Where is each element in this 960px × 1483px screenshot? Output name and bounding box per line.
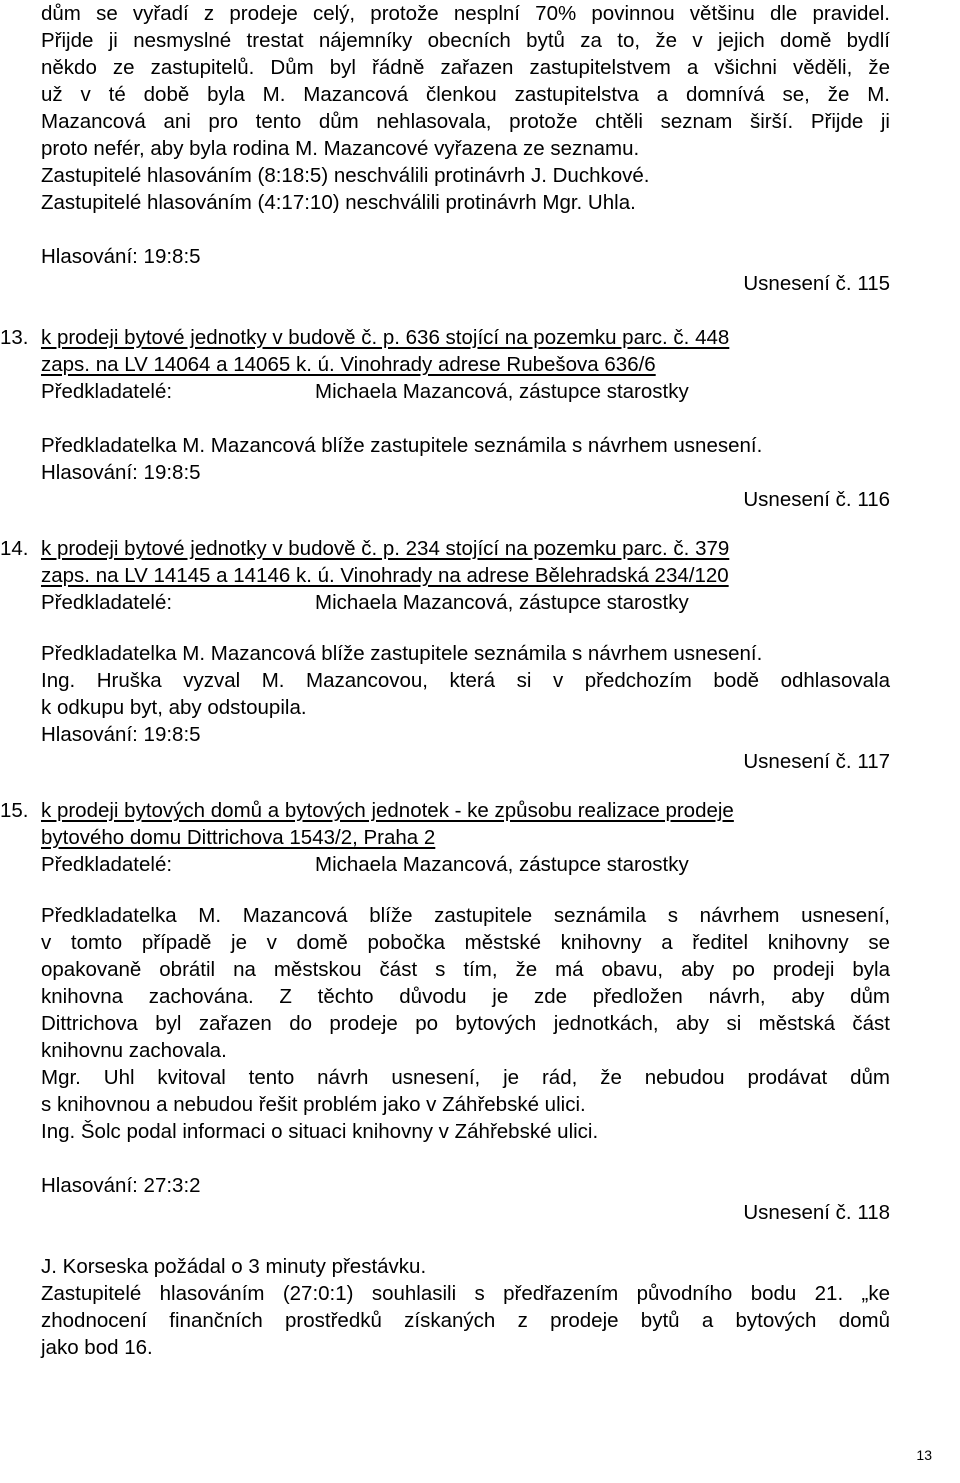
paragraph-line: zhodnocení finančních prostředků získaných z prodeje bytů a bytových domů	[41, 1309, 890, 1332]
paragraph-line: jako bod 16.	[41, 1336, 153, 1359]
item-title: zaps. na LV 14064 a 14065 k. ú. Vinohrady adrese Rubešova 636/6	[41, 353, 656, 376]
paragraph-line: Předkladatelka M. Mazancová blíže zastupitele seznámila s návrhem usnesení,	[41, 904, 890, 927]
paragraph-line: J. Korseska požádal o 3 minuty přestávku.	[41, 1255, 427, 1278]
agenda-item-15	[0, 797, 734, 824]
paragraph-line: knihovnu zachovala.	[41, 1039, 227, 1062]
item-title: zaps. na LV 14145 a 14146 k. ú. Vinohrady na adrese Bělehradská 234/120	[41, 564, 729, 587]
item-title: k prodeji bytových domů a bytových jednotek - ke způsobu realizace prodeje	[41, 799, 734, 822]
paragraph-line: proto nefér, aby byla rodina M. Mazancové vyřazena ze seznamu.	[41, 137, 640, 160]
resolution-number: Usnesení č. 118	[743, 1201, 890, 1224]
presenter-name: Michaela Mazancová, zástupce starostky	[315, 853, 689, 876]
paragraph-line: Zastupitelé hlasováním (4:17:10) neschválili protinávrh Mgr. Uhla.	[41, 191, 636, 214]
page-number: 13	[916, 1447, 932, 1463]
paragraph-line: někdo ze zastupitelů. Dům byl řádně zařazen zastupitelstvem a všichni věděli, že	[41, 56, 890, 79]
paragraph-line: k odkupu byt, aby odstoupila.	[41, 696, 307, 719]
paragraph-line: Ing. Hruška vyzval M. Mazancovou, která si v předchozím bodě odhlasovala	[41, 669, 890, 692]
resolution-number: Usnesení č. 115	[743, 272, 890, 295]
agenda-item-13	[0, 324, 730, 351]
item-number: 15.	[0, 799, 29, 822]
resolution-number: Usnesení č. 117	[743, 750, 890, 773]
item-title: k prodeji bytové jednotky v budově č. p. 636 stojící na pozemku parc. č. 448	[41, 326, 730, 349]
vote-result: Hlasování: 19:8:5	[41, 461, 201, 484]
presenter-line	[41, 589, 890, 616]
paragraph-line: s knihovnou a nebudou řešit problém jako v Záhřebské ulici.	[41, 1093, 586, 1116]
presenter-label: Předkladatelé:	[41, 591, 173, 614]
paragraph-line: Mgr. Uhl kvitoval tento návrh usnesení, je rád, že nebudou prodávat dům	[41, 1066, 890, 1089]
paragraph-line: v tomto případě je v domě pobočka městské knihovny a ředitel knihovny se	[41, 931, 890, 954]
paragraph-line: Zastupitelé hlasováním (8:18:5) neschválili protinávrh J. Duchkové.	[41, 164, 650, 187]
paragraph-line: Předkladatelka M. Mazancová blíže zastupitele seznámila s návrhem usnesení.	[41, 434, 763, 457]
presenter-name: Michaela Mazancová, zástupce starostky	[315, 380, 689, 403]
paragraph-line: dům se vyřadí z prodeje celý, protože nesplní 70% povinnou většinu dle pravidel.	[41, 2, 890, 25]
vote-result: Hlasování: 27:3:2	[41, 1174, 201, 1197]
presenter-label: Předkladatelé:	[41, 380, 173, 403]
presenter-label: Předkladatelé:	[41, 853, 173, 876]
agenda-item-14	[0, 535, 730, 562]
presenter-line	[41, 851, 890, 878]
paragraph-line: Předkladatelka M. Mazancová blíže zastupitele seznámila s návrhem usnesení.	[41, 642, 763, 665]
vote-result: Hlasování: 19:8:5	[41, 245, 201, 268]
presenter-line	[41, 378, 890, 405]
item-title: bytového domu Dittrichova 1543/2, Praha 2	[41, 826, 436, 849]
paragraph-line: už v té době byla M. Mazancová členkou zastupitelstva a domnívá se, že M.	[41, 83, 890, 106]
vote-result: Hlasování: 19:8:5	[41, 723, 201, 746]
resolution-number: Usnesení č. 116	[743, 488, 890, 511]
paragraph-line: Zastupitelé hlasováním (27:0:1) souhlasili s předřazením původního bodu 21. „ke	[41, 1282, 890, 1305]
presenter-name: Michaela Mazancová, zástupce starostky	[315, 591, 689, 614]
paragraph-line: opakovaně obrátil na městskou část s tím, že má obavu, aby po prodeji byla	[41, 958, 890, 981]
item-number: 13.	[0, 326, 29, 349]
paragraph-line: Přijde ji nesmyslné trestat nájemníky obecních bytů za to, že v jejich domě bydlí	[41, 29, 890, 52]
paragraph-line: Mazancová ani pro tento dům nehlasovala, protože chtěli seznam širší. Přijde ji	[41, 110, 890, 133]
paragraph-line: Dittrichova byl zařazen do prodeje po bytových jednotkách, aby si městská část	[41, 1012, 890, 1035]
paragraph-line: knihovna zachována. Z těchto důvodu je zde předložen návrh, aby dům	[41, 985, 890, 1008]
paragraph-line: Ing. Šolc podal informaci o situaci knihovny v Záhřebské ulici.	[41, 1120, 599, 1143]
item-title: k prodeji bytové jednotky v budově č. p. 234 stojící na pozemku parc. č. 379	[41, 537, 730, 560]
item-number: 14.	[0, 537, 29, 560]
